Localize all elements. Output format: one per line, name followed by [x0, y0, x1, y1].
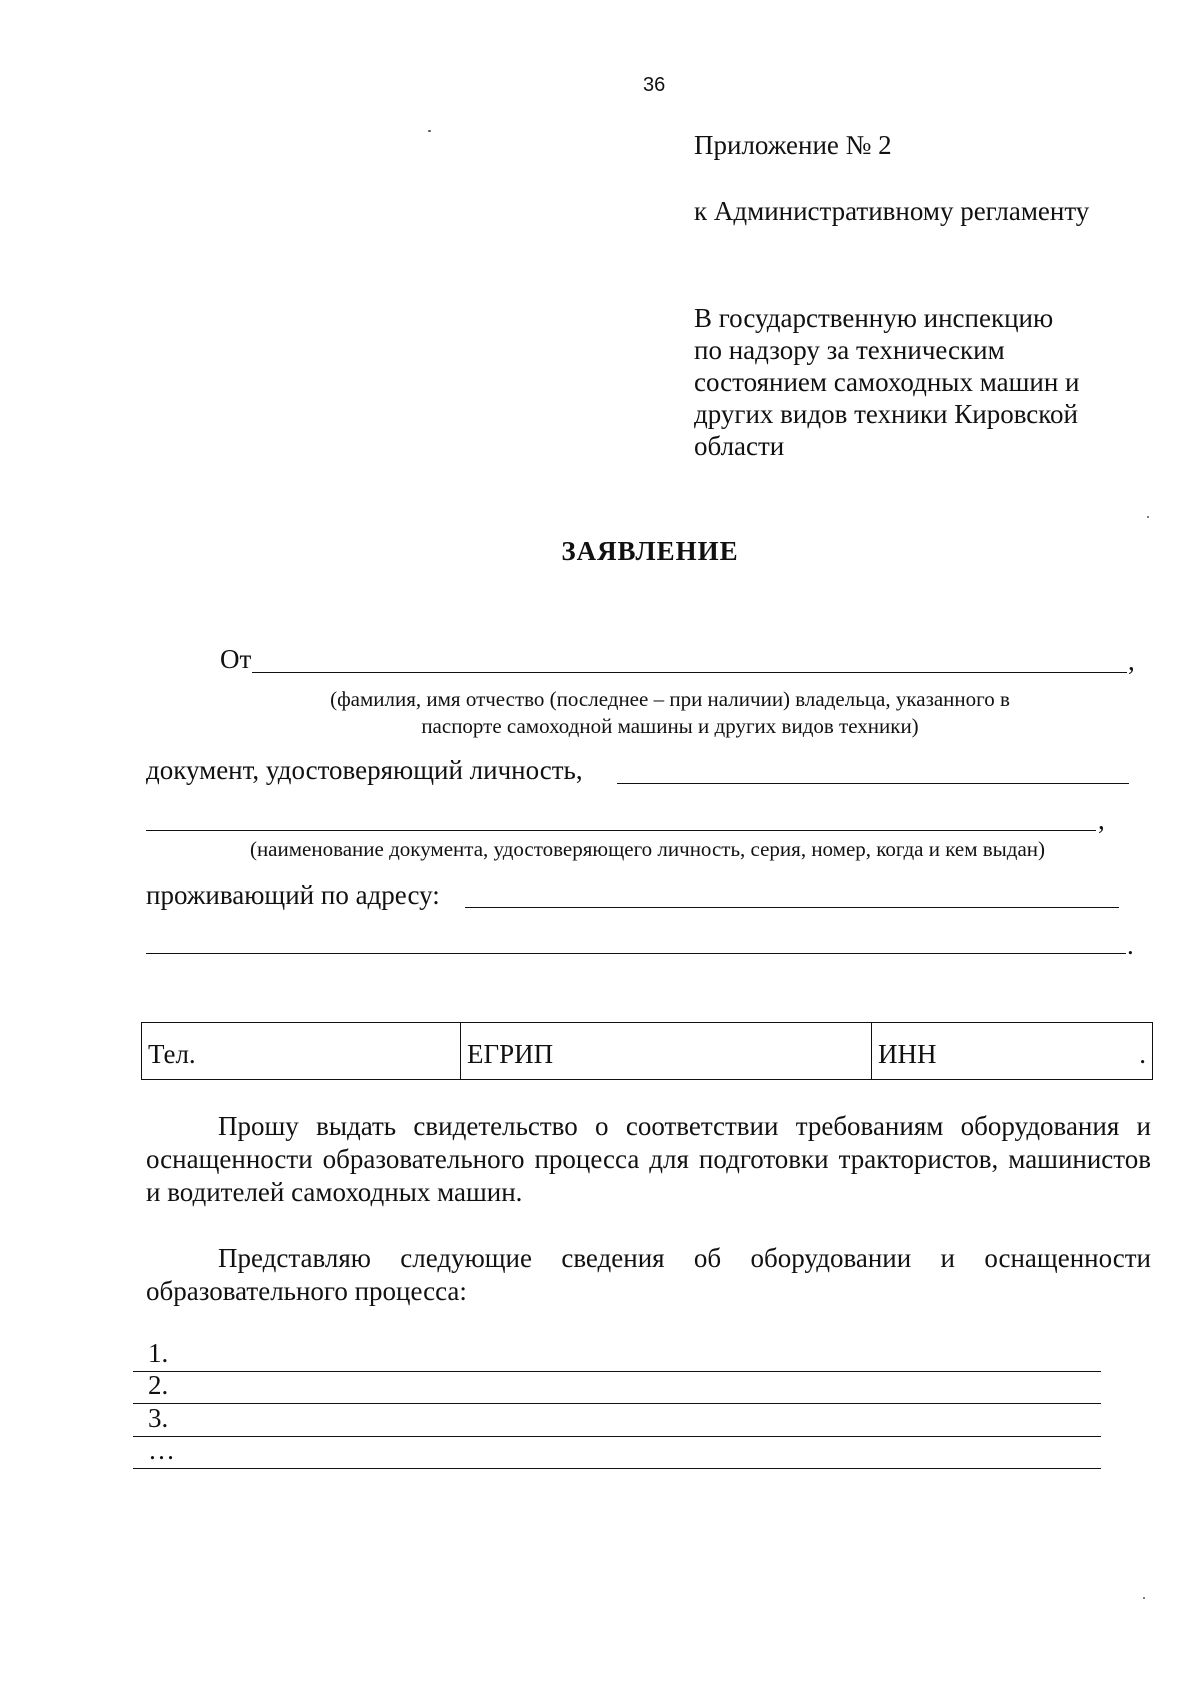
- addressee-line: состоянием самоходных машин и: [694, 367, 1080, 397]
- address-input-line-2[interactable]: [146, 953, 1126, 954]
- scan-speck: [1143, 1597, 1145, 1599]
- id-document-input-line[interactable]: [617, 783, 1129, 784]
- from-caption-line: паспорте самоходной машины и других видов техники): [421, 714, 919, 738]
- inn-cell[interactable]: [872, 1023, 1153, 1080]
- scan-speck: [428, 130, 431, 132]
- from-comma: ,: [1128, 646, 1135, 676]
- address-label: проживающий по адресу:: [146, 880, 440, 910]
- phone-cell[interactable]: [142, 1023, 461, 1080]
- from-caption-line: (фамилия, имя отчество (последнее – при наличии) владельца, указанного в: [330, 687, 1010, 711]
- from-caption: [220, 686, 1120, 740]
- contacts-table: [141, 1022, 1153, 1080]
- info-intro-paragraph: [146, 1242, 1151, 1308]
- equipment-list-number: 1.: [148, 1338, 169, 1368]
- egrip-label: ЕГРИП: [467, 1038, 554, 1069]
- from-input-line[interactable]: [252, 672, 1127, 673]
- page-number: 36: [643, 74, 666, 96]
- addressee-line: области: [694, 431, 785, 461]
- id-document-comma: ,: [1098, 805, 1105, 835]
- from-label: От: [220, 644, 252, 674]
- contacts-row: [142, 1023, 1153, 1080]
- info-intro-text: Представляю следующие сведения об оборудовании и оснащенности образовательного процесса:: [146, 1243, 1151, 1306]
- equipment-list-item[interactable]: [133, 1340, 1101, 1372]
- inn-period: .: [1139, 1038, 1146, 1069]
- id-document-caption: (наименование документа, удостоверяющего личность, серия, номер, когда и кем выдан): [249, 837, 1046, 861]
- equipment-list-item[interactable]: [133, 1405, 1101, 1437]
- id-document-label: документ, удостоверяющий личность,: [146, 755, 583, 785]
- request-paragraph: [146, 1110, 1151, 1209]
- appendix-regulation: к Административному регламенту: [694, 196, 1090, 226]
- addressee-block: [694, 302, 1134, 462]
- document-title: ЗАЯВЛЕНИЕ: [561, 536, 739, 566]
- equipment-list-item[interactable]: [133, 1437, 1101, 1469]
- id-document-input-line-2[interactable]: [146, 830, 1096, 831]
- address-input-line[interactable]: [465, 907, 1119, 908]
- equipment-list-number: 3.: [148, 1403, 169, 1433]
- equipment-list-number: …: [148, 1435, 175, 1465]
- address-period: .: [1127, 930, 1134, 960]
- egrip-cell[interactable]: [461, 1023, 872, 1080]
- addressee-line: В государственную инспекцию: [694, 303, 1054, 333]
- equipment-list-item[interactable]: [133, 1372, 1101, 1404]
- scan-speck: [1147, 516, 1149, 518]
- appendix-number: Приложение № 2: [694, 130, 892, 160]
- phone-label: Тел.: [148, 1038, 196, 1069]
- inn-label: ИНН: [878, 1038, 937, 1069]
- addressee-line: других видов техники Кировской: [694, 399, 1078, 429]
- equipment-list-number: 2.: [148, 1370, 169, 1400]
- addressee-line: по надзору за техническим: [694, 335, 1005, 365]
- request-text: Прошу выдать свидетельство о соответствии требованиям оборудования и оснащенности образовательного процесса для подготовки трактористов, машинистов и водителей самоходных машин.: [146, 1111, 1151, 1207]
